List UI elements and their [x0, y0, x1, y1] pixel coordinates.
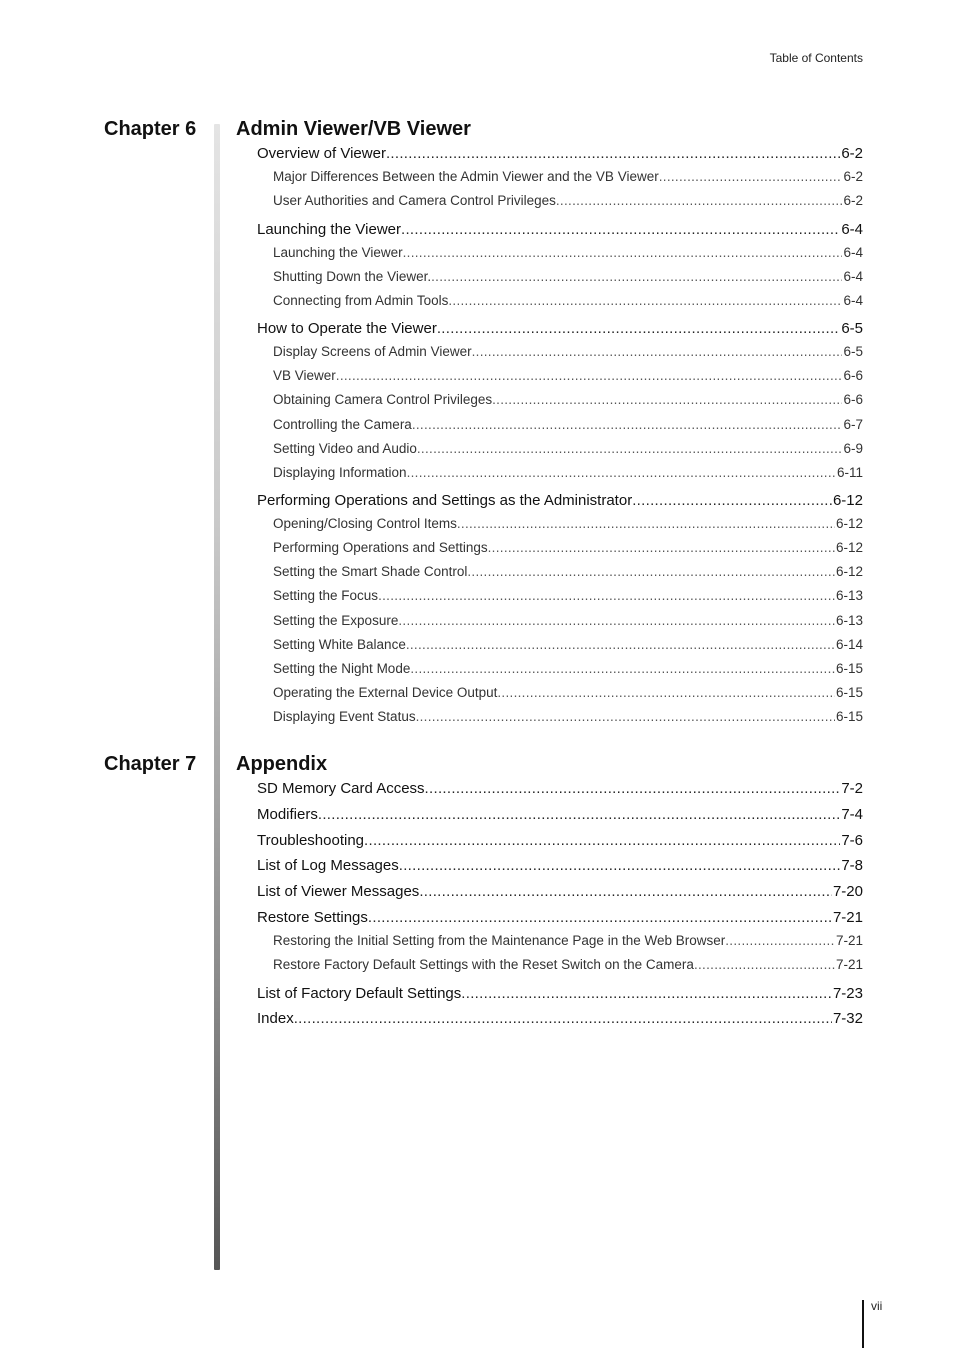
- entry-page-number: 6-12: [832, 492, 863, 509]
- entry-page-number: 6-12: [835, 564, 863, 580]
- dot-leader: [386, 145, 840, 162]
- entry-title: Restoring the Initial Setting from the Maintenance Page in the Web Browser: [273, 933, 726, 949]
- chapter-label: Chapter 7: [104, 753, 197, 775]
- entry-page-number: 6-2: [843, 169, 863, 185]
- entry-page-number: 7-20: [832, 883, 863, 901]
- dot-leader: [416, 709, 835, 724]
- entry-page-number: 6-9: [843, 440, 863, 456]
- dot-leader: [407, 465, 836, 480]
- dot-leader: [412, 417, 843, 432]
- entry-page-number: 6-7: [843, 416, 863, 432]
- toc-section-entry[interactable]: [257, 857, 863, 874]
- toc-subsection-entry[interactable]: [273, 613, 863, 628]
- chapter-title: Appendix: [236, 753, 328, 775]
- dot-leader: [492, 392, 842, 407]
- entry-page-number: 7-2: [841, 780, 863, 797]
- entry-title: User Authorities and Camera Control Privileges: [273, 193, 556, 209]
- entry-page-number: 6-13: [835, 612, 863, 628]
- page-number-rule: [862, 1300, 864, 1348]
- running-header: Table of Contents: [769, 51, 863, 65]
- toc-section-entry[interactable]: [257, 1010, 863, 1027]
- entry-page-number: 7-23: [832, 984, 863, 1002]
- entry-page-number: 7-32: [832, 1010, 863, 1028]
- entry-title: Major Differences Between the Admin Viewer and the VB Viewer: [273, 169, 659, 185]
- toc-subsection-entry[interactable]: [273, 588, 863, 603]
- entry-title: Setting the Night Mode: [273, 660, 411, 676]
- toc-section-entry[interactable]: [257, 320, 863, 337]
- dot-leader: [431, 269, 842, 284]
- entry-title: List of Log Messages: [257, 857, 399, 875]
- entry-title: Setting the Smart Shade Control: [273, 564, 468, 580]
- entry-title: Displaying Information: [273, 464, 407, 480]
- toc-section-entry[interactable]: [257, 492, 863, 509]
- entry-page-number: 6-4: [841, 220, 863, 238]
- dot-leader: [336, 368, 843, 383]
- entry-page-number: 6-4: [843, 292, 863, 308]
- entry-page-number: 6-13: [835, 588, 863, 604]
- entry-page-number: 6-4: [843, 268, 863, 284]
- entry-page-number: 6-15: [835, 708, 863, 724]
- toc-subsection-entry[interactable]: [273, 661, 863, 676]
- dot-leader: [417, 441, 843, 456]
- entry-title: How to Operate the Viewer: [257, 320, 437, 338]
- chapter-side-bar: [214, 124, 220, 1270]
- entry-title: Troubleshooting: [257, 831, 365, 849]
- entry-page-number: 6-4: [843, 244, 863, 260]
- toc-subsection-entry[interactable]: [273, 540, 863, 555]
- entry-page-number: 6-12: [835, 516, 863, 532]
- toc-section-entry[interactable]: [257, 145, 863, 162]
- dot-leader: [403, 245, 843, 260]
- entry-title: VB Viewer: [273, 368, 336, 384]
- toc-section-entry[interactable]: [257, 806, 863, 823]
- dot-leader: [461, 985, 832, 1002]
- dot-leader: [406, 637, 835, 652]
- entry-title: Launching the Viewer: [257, 220, 401, 238]
- entry-title: Shutting Down the Viewer.: [273, 268, 432, 284]
- dot-leader: [659, 169, 843, 184]
- page-number: vii: [871, 1299, 883, 1313]
- toc-subsection-entry[interactable]: [273, 293, 863, 308]
- entry-title: List of Viewer Messages: [257, 883, 420, 901]
- dot-leader: [398, 613, 835, 628]
- entry-title: Opening/Closing Control Items: [273, 516, 457, 532]
- dot-leader: [399, 857, 841, 874]
- chapter-label: Chapter 6: [104, 118, 197, 140]
- entry-page-number: 7-21: [832, 909, 863, 926]
- entry-page-number: 6-15: [835, 660, 863, 676]
- entry-title: Performing Operations and Settings: [273, 540, 488, 556]
- toc-section-entry[interactable]: [257, 780, 863, 797]
- dot-leader: [437, 320, 840, 337]
- entry-title: Displaying Event Status: [273, 708, 416, 724]
- dot-leader: [294, 1010, 832, 1027]
- dot-leader: [368, 909, 832, 926]
- entry-title: Restore Settings: [257, 909, 368, 926]
- toc-subsection-entry[interactable]: [273, 933, 863, 948]
- toc-subsection-entry[interactable]: [273, 709, 863, 724]
- toc-subsection-entry[interactable]: [273, 957, 863, 972]
- entry-page-number: 6-12: [835, 540, 863, 556]
- toc-subsection-entry[interactable]: [273, 392, 863, 407]
- dot-leader: [556, 193, 843, 208]
- entry-page-number: 6-15: [835, 684, 863, 700]
- toc-subsection-entry[interactable]: [273, 637, 863, 652]
- dot-leader: [488, 540, 835, 555]
- dot-leader: [467, 564, 835, 579]
- toc-subsection-entry[interactable]: [273, 417, 863, 432]
- toc-subsection-entry[interactable]: [273, 368, 863, 383]
- entry-title: Controlling the Camera: [273, 416, 412, 432]
- entry-title: Restore Factory Default Settings with the Reset Switch on the Camera: [273, 957, 694, 973]
- entry-title: Operating the External Device Output: [273, 684, 498, 700]
- entry-page-number: 7-4: [841, 805, 863, 823]
- toc-section-entry[interactable]: [257, 909, 863, 926]
- toc-subsection-entry[interactable]: [273, 169, 863, 184]
- toc-subsection-entry[interactable]: [273, 269, 863, 284]
- toc-section-entry[interactable]: [257, 883, 863, 900]
- dot-leader: [425, 780, 841, 797]
- entry-page-number: 6-2: [843, 193, 863, 209]
- entry-title: SD Memory Card Access: [257, 780, 425, 797]
- toc-section-entry[interactable]: [257, 221, 863, 238]
- entry-title: Performing Operations and Settings as the Administrator: [257, 492, 633, 509]
- entry-page-number: 6-2: [841, 145, 863, 162]
- entry-page-number: 7-6: [841, 831, 863, 849]
- entry-page-number: 6-5: [841, 320, 863, 338]
- entry-page-number: 6-11: [836, 464, 863, 480]
- entry-title: Connecting from Admin Tools: [273, 292, 449, 308]
- dot-leader: [364, 832, 840, 849]
- entry-title: Setting the Focus: [273, 588, 379, 604]
- dot-leader: [725, 933, 835, 948]
- dot-leader: [318, 806, 840, 823]
- entry-page-number: 7-8: [841, 857, 863, 875]
- dot-leader: [472, 344, 843, 359]
- entry-page-number: 7-21: [835, 957, 863, 973]
- dot-leader: [419, 883, 832, 900]
- toc-section-entry[interactable]: [257, 832, 863, 849]
- chapter-title: Admin Viewer/VB Viewer: [236, 118, 471, 140]
- toc-subsection-entry[interactable]: [273, 193, 863, 208]
- entry-title: Obtaining Camera Control Privileges: [273, 392, 493, 408]
- entry-title: Launching the Viewer: [273, 244, 403, 260]
- toc-subsection-entry[interactable]: [273, 516, 863, 531]
- entry-page-number: 6-5: [843, 344, 863, 360]
- dot-leader: [410, 661, 835, 676]
- entry-page-number: 6-14: [835, 636, 863, 652]
- dot-leader: [457, 516, 835, 531]
- toc-subsection-entry[interactable]: [273, 465, 863, 480]
- entry-title: List of Factory Default Settings: [257, 984, 462, 1002]
- entry-title: Index: [257, 1010, 294, 1028]
- dot-leader: [448, 293, 842, 308]
- dot-leader: [497, 685, 835, 700]
- dot-leader: [632, 492, 832, 509]
- entry-page-number: 6-6: [843, 392, 863, 408]
- dot-leader: [378, 588, 835, 603]
- entry-title: Setting the Exposure: [273, 612, 399, 628]
- toc-subsection-entry[interactable]: [273, 685, 863, 700]
- entry-title: Setting Video and Audio: [273, 440, 417, 456]
- toc-subsection-entry[interactable]: [273, 344, 863, 359]
- toc-subsection-entry[interactable]: [273, 245, 863, 260]
- toc-section-entry[interactable]: [257, 985, 863, 1002]
- entry-page-number: 7-21: [835, 933, 863, 949]
- entry-title: Modifiers: [257, 805, 318, 823]
- entry-page-number: 6-6: [843, 368, 863, 384]
- entry-title: Overview of Viewer: [257, 145, 386, 162]
- dot-leader: [401, 221, 840, 238]
- toc-subsection-entry[interactable]: [273, 564, 863, 579]
- entry-title: Setting White Balance: [273, 636, 406, 652]
- dot-leader: [694, 957, 835, 972]
- entry-title: Display Screens of Admin Viewer: [273, 344, 472, 360]
- toc-subsection-entry[interactable]: [273, 441, 863, 456]
